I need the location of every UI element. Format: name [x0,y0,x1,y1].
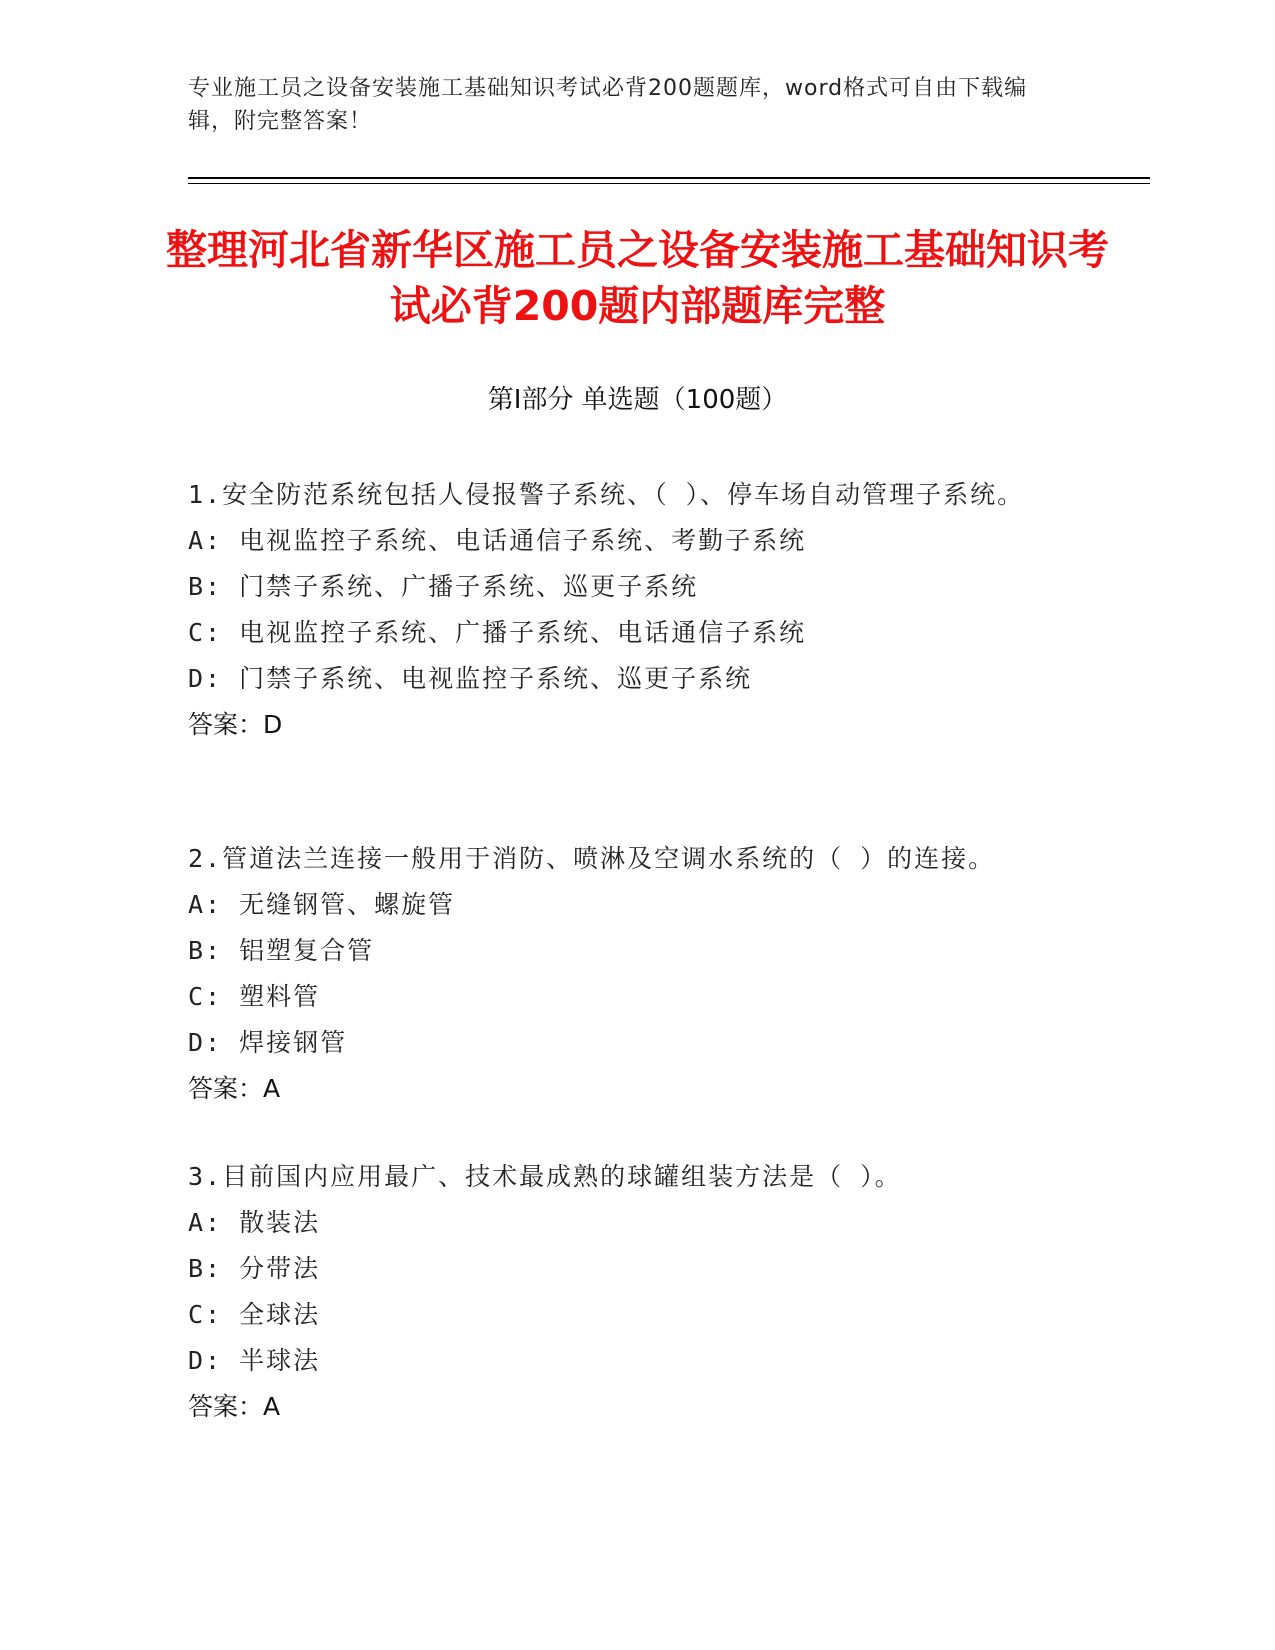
question-text: 3.目前国内应用最广、技术最成熟的球罐组装方法是（ ）。 [188,1162,902,1191]
header-rule-thick [188,177,1150,179]
question-block [188,1154,1088,1430]
option-b: B: 门禁子系统、广播子系统、巡更子系统 [188,572,699,601]
option-a: A: 散装法 [188,1208,321,1237]
question-text: 2.管道法兰连接一般用于消防、喷淋及空调水系统的（ ）的连接。 [188,844,996,873]
answer-label: 答案：A [188,1392,281,1421]
option-c: C: 全球法 [188,1300,321,1329]
option-d: D: 半球法 [188,1346,321,1375]
option-a: A: 电视监控子系统、电话通信子系统、考勤子系统 [188,526,807,555]
question-block [188,836,1088,1112]
question-block [188,472,1088,748]
option-d: D: 门禁子系统、电视监控子系统、巡更子系统 [188,664,753,693]
answer-label: 答案：A [188,1074,281,1103]
document-title: 整理河北省新华区施工员之设备安装施工基础知识考试必背200题内部题库完整 [166,226,1109,330]
section-heading: 第Ⅰ部分 单选题（100题） [487,385,788,415]
answer-label: 答案：D [188,710,283,739]
option-a: A: 无缝钢管、螺旋管 [188,890,456,919]
header-note: 专业施工员之设备安装施工基础知识考试必背200题题库，word格式可自由下载编辑，附完整答案！ [188,76,1028,134]
question-text: 1.安全防范系统包括人侵报警子系统、（ ）、停车场自动管理子系统。 [188,480,1025,509]
option-c: C: 塑料管 [188,982,321,1011]
option-c: C: 电视监控子系统、广播子系统、电话通信子系统 [188,618,807,647]
option-b: B: 分带法 [188,1254,321,1283]
option-d: D: 焊接钢管 [188,1028,348,1057]
option-b: B: 铝塑复合管 [188,936,375,965]
header-rule-thin [188,183,1150,184]
